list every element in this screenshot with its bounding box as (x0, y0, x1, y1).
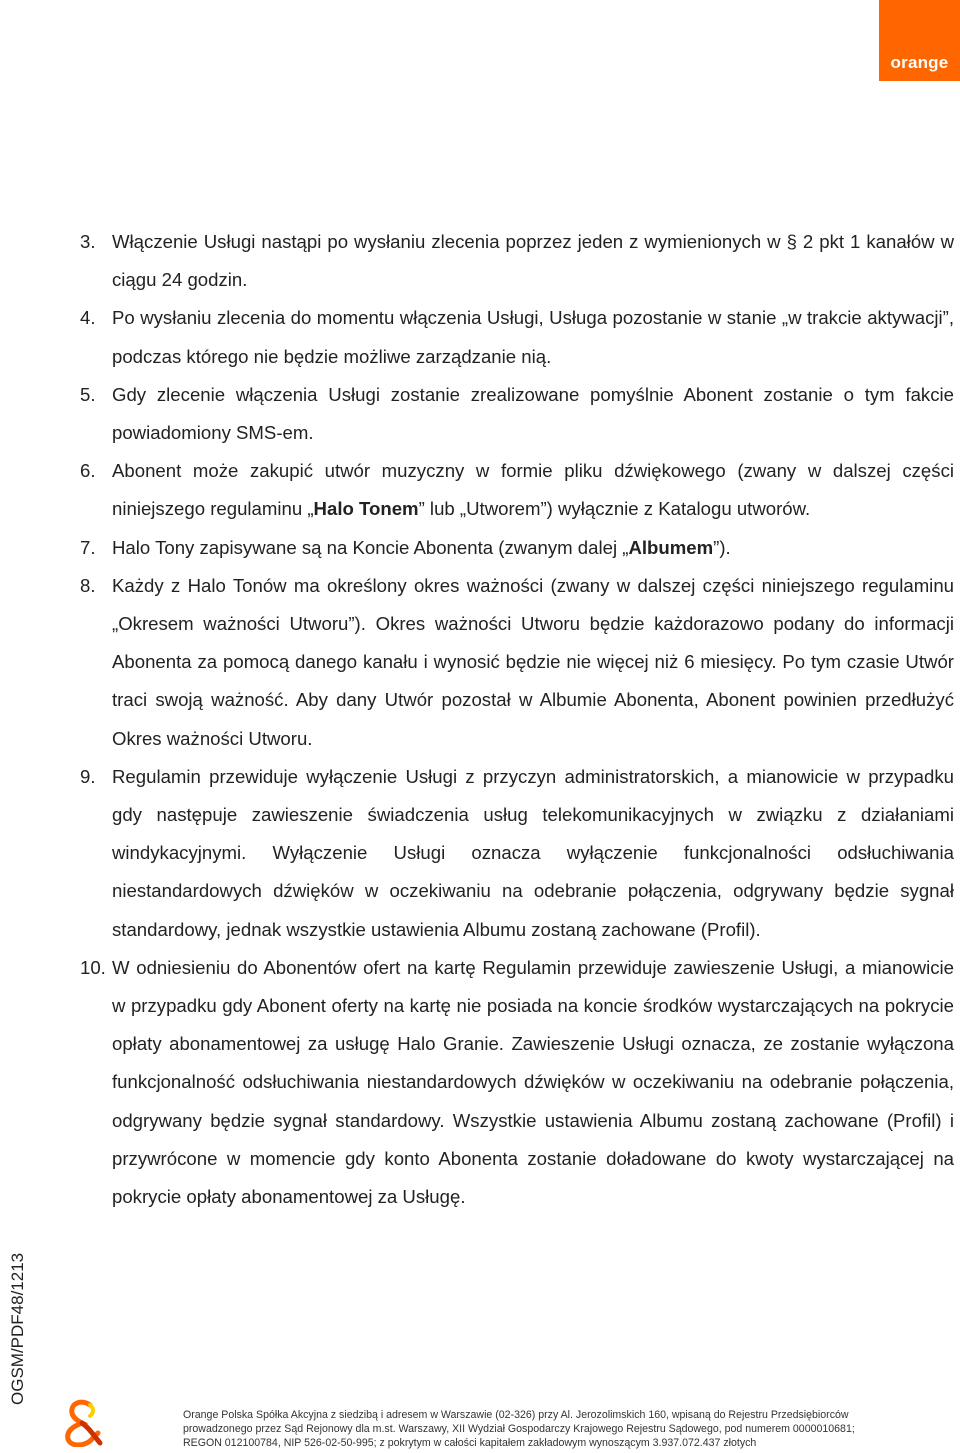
orange-logo (879, 0, 960, 81)
text-segment: Abonent może zakupić utwór muzyczny w formie pliku dźwiękowego (zwany w dalszej części niniejszego regulaminu „ (112, 460, 954, 520)
text-segment: Każdy z Halo Tonów ma określony okres ważności (zwany w dalszej części niniejszego regulaminu „Okresem ważności Utworu”). Okres ważności Utworu będzie każdorazowo podany do informacji Abonenta za pomocą danego kanału i wynosić będzie nie więcej niż 6 miesięcy. Po tym czasie Utwór traci swoją ważność. Aby dany Utwór pozostał w Albumie Abonenta, Abonent powinien przedłużyć Okres ważności Utworu. (112, 574, 954, 749)
list-item (80, 376, 954, 452)
item-number: 6. (80, 460, 96, 482)
footer-line: REGON 012100784, NIP 526-02-50-995; z pokrytym w całości kapitałem zakładowym wynoszącym 3.937.072.437 złotych (183, 1437, 757, 1449)
defined-term: Albumem (628, 536, 714, 558)
footer-line: prowadzonego przez Sąd Rejonowy dla m.st. Warszawy, XII Wydział Gospodarczy Krajowego Rejestru Sądowego, pod numerem 0000010681; (183, 1423, 855, 1435)
item-number: 8. (80, 574, 96, 596)
text-segment: ” lub „Utworem”) wyłącznie z Katalogu utworów. (418, 498, 811, 520)
ampersand-logo-icon (60, 1399, 104, 1447)
text-segment: Gdy zlecenie włączenia Usługi zostanie zrealizowane pomyślnie Abonent zostanie o tym fakcie powiadomiony SMS-em. (112, 383, 954, 444)
list-item (80, 529, 954, 567)
text-segment: W odniesieniu do Abonentów ofert na kartę Regulamin przewiduje zawieszenie Usługi, a mianowicie w przypadku gdy Abonent oferty na kartę nie posiada na koncie środków wystarczających na pokrycie opłaty abonamentowej za usługę Halo Granie. Zawieszenie Usługi oznacza, ze zostanie wyłączona funkcjonalność odsłuchiwania niestandardowych dźwięków w oczekiwaniu na odebranie połączenia, odgrywany będzie sygnał standardowy. Wszystkie ustawienia Albumu zostaną zachowane (Profil) i przywrócone w momencie gdy konto Abonenta zostanie doładowane do kwoty wystarczającej na pokrycie opłaty abonamentowej za Usługę. (112, 956, 954, 1208)
list-item (80, 567, 954, 758)
regulation-list (80, 223, 954, 1216)
item-text (112, 949, 954, 1216)
text-segment: Regulamin przewiduje wyłączenie Usługi z przyczyn administratorskich, a mianowicie w przypadku gdy następuje zawieszenie świadczenia usług telekomunikacyjnych w związku z działaniami windykacyjnymi. Wyłączenie Usługi oznacza wyłączenie funkcjonalności odsłuchiwania niestandardowych dźwięków w oczekiwaniu na odebranie połączenia, odgrywany będzie sygnał standardowy, jednak wszystkie ustawienia Albumu zostaną zachowane (Profil). (112, 765, 954, 940)
footer-line: Orange Polska Spółka Akcyjna z siedzibą i adresem w Warszawie (02-326) przy Al. Jerozolimskich 160, wpisaną do Rejestru Przedsiębiorców (183, 1409, 849, 1421)
item-number: 10. (80, 956, 106, 978)
item-number: 5. (80, 383, 96, 405)
logo-text: orange (890, 53, 949, 72)
item-text (112, 376, 954, 452)
item-number: 3. (80, 231, 96, 252)
item-number: 9. (80, 765, 96, 787)
text-segment: Po wysłaniu zlecenia do momentu włączenia Usługi, Usługa pozostanie w stanie „w trakcie aktywacji”, podczas którego nie będzie możliwe zarządzanie nią. (112, 307, 954, 367)
item-text (112, 223, 954, 299)
document-code: OGSM/PDF48/1213 (8, 1252, 27, 1405)
item-text (112, 758, 954, 949)
list-item (80, 223, 954, 299)
item-number: 7. (80, 536, 96, 558)
list-item (80, 299, 954, 375)
text-segment: Włączenie Usługi nastąpi po wysłaniu zlecenia poprzez jeden z wymienionych w § 2 pkt 1 kanałów w ciągu 24 godzin. (112, 231, 954, 291)
text-segment: Halo Tony zapisywane są na Koncie Abonenta (zwanym dalej „ (112, 536, 629, 558)
item-text (112, 299, 954, 375)
company-footer (183, 1408, 958, 1450)
item-text (112, 452, 954, 528)
list-item (80, 452, 954, 528)
text-segment: ”). (713, 536, 731, 558)
list-item (80, 758, 954, 949)
defined-term: Halo Tonem (313, 498, 419, 520)
item-number: 4. (80, 307, 96, 329)
item-text (112, 567, 954, 758)
item-text (112, 529, 954, 567)
list-item (80, 949, 954, 1216)
